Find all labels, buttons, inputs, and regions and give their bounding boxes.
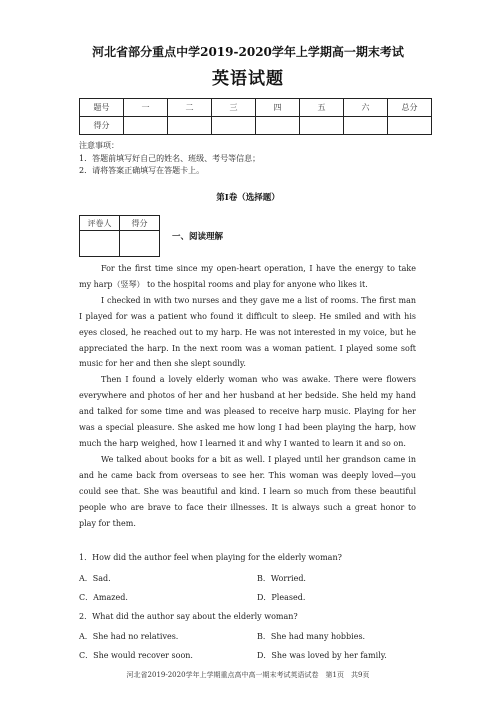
page-footer: 河北省2019-2020学年上学期重点高中高一期末考试英语试卷 第1页 共9页 [126, 671, 370, 679]
score-row-label: 得分 [80, 117, 124, 135]
score-cell: 一 [124, 99, 168, 117]
grader-blank [80, 231, 120, 257]
passage-paragraph: I checked in with two nurses and they gave me a list of rooms. The first man I played for was a patient who found it difficult to sleep. He smiled and with his eyes closed, he reached out to my harp. He was not interested in my voice, but he appreciated the harp. In the next room was a woman patient. I played some soft music for her and then she slept soundly. [79, 295, 416, 369]
score-blank [212, 117, 256, 135]
option-text: D．She was loved by her family. [257, 651, 387, 660]
grader-label: 评卷人 [80, 216, 120, 231]
score-cell: 题号 [80, 99, 124, 117]
passage-paragraph: For the first time since my open-heart operation, I have the energy to take my harp（竖琴） to the hospital rooms and play for anyone who likes it. [79, 264, 416, 289]
notes-item: 2．请将答案正确填写在答题卡上。 [79, 166, 205, 175]
reading-passage [79, 261, 416, 531]
option-text: C．Amazed. [79, 593, 128, 602]
score-blank [300, 117, 344, 135]
score-blank [168, 117, 212, 135]
exam-title: 河北省部分重点中学2019-2020学年上学期高一期末考试 [92, 45, 404, 59]
score-cell: 三 [212, 99, 256, 117]
score-blank [344, 117, 388, 135]
score-table-score-row [80, 117, 432, 135]
score-cell: 六 [344, 99, 388, 117]
option-text: A．She had no relatives. [79, 632, 179, 641]
score-cell: 五 [300, 99, 344, 117]
score-cell: 二 [168, 99, 212, 117]
grader-score-label: 得分 [120, 216, 160, 231]
option-text: A．Sad. [79, 574, 111, 583]
score-cell: 四 [256, 99, 300, 117]
notes-heading: 注意事项： [79, 141, 119, 150]
option-text: D．Pleased. [257, 593, 306, 602]
grader-blank [120, 231, 160, 257]
score-blank [256, 117, 300, 135]
notes [79, 140, 260, 178]
grader-table [79, 215, 160, 257]
passage-paragraph: Then I found a lovely elderly woman who was awake. There were flowers everywhere and photos of her and her husband at her bedside. She held my hand and talked for some time and was pleased to receive harp music. Playing for her was a special pleasure. She asked me how long I had been playing the harp, how much the harp weighed, how I learned it and why I wanted to learn it and so on. [79, 375, 416, 448]
exam-subtitle: 英语试题 [212, 69, 284, 89]
option-text: B．Worried. [257, 574, 306, 583]
question-stem: 1．How did the author feel when playing for the elderly woman? [79, 553, 342, 562]
score-blank [388, 117, 432, 135]
score-cell: 总分 [388, 99, 432, 117]
section-title: 第I卷（选择题） [216, 193, 280, 203]
score-table-header-row [80, 99, 432, 117]
passage-paragraph: We talked about books for a bit as well. I played until her grandson came in and he came back from overseas to see her. This woman was deeply loved—you could see that. She was beautiful and kind. I learn so much from these beautiful people who are brave to face their illnesses. It is always such a great honor to play for them. [79, 454, 416, 528]
score-table [79, 98, 432, 135]
notes-item: 1．答题前填写好自己的姓名、班级、考号等信息； [79, 153, 261, 163]
option-text: B．She had many hobbies. [257, 632, 366, 641]
option-text: C．She would recover soon. [79, 651, 193, 660]
score-blank [124, 117, 168, 135]
part-title: 一、阅读理解 [172, 232, 224, 242]
question-stem: 2．What did the author say about the elderly woman? [79, 612, 298, 621]
